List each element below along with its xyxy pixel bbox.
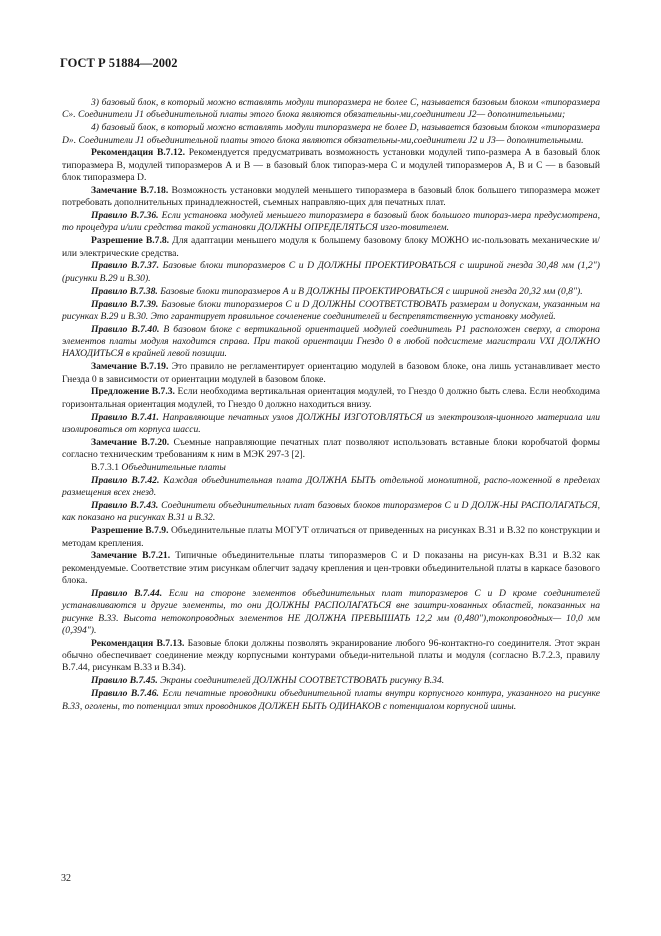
paragraph-label: Правило В.7.40.: [91, 323, 160, 335]
page-number: 32: [61, 873, 71, 884]
document-header: ГОСТ Р 51884—2002: [60, 56, 178, 70]
paragraph-label: Правило В.7.36.: [91, 210, 159, 222]
paragraph: [62, 688, 600, 713]
paragraph: [62, 638, 600, 675]
section-heading: [62, 462, 600, 474]
paragraph: [62, 260, 600, 285]
paragraph: [62, 588, 600, 637]
paragraph-text: Если печатные проводники объединительной платы внутри корпусного контура, указанного на рисунке В.33, оголены, то потенциал этих проводников ДОЛЖЕН БЫТЬ ОДИНАКОВ с потенциалом корпусной шины.: [62, 688, 600, 712]
paragraph-text: Если необходима вертикальная ориентация модулей, то Гнездо 0 должно быть слева. Если необходима горизонтальная ориентация модулей, то Гнездо 0 должно находиться внизу.: [62, 386, 600, 410]
paragraph: [62, 525, 600, 550]
paragraph-label: Замечание В.7.19.: [91, 361, 169, 373]
paragraph-label: Разрешение В.7.9.: [91, 525, 169, 537]
paragraph: [62, 299, 600, 324]
paragraph-text: Базовые блоки должны позволять экранирование любого 96-контактно-го соединителя. Этот экран обычно обеспечивает соединение между корпусными контурами объеди-нительной платы и модуля (согласно В.7.2.3, правилу В.7.44, рисункам В.33 и В.34).: [62, 637, 600, 674]
paragraph-text: Базовые блоки типоразмеров С и D ДОЛЖНЫ СООТВЕТСТВОВАТЬ размерам и допускам, указанным на рисунках В.29 и В.30. Это гарантирует правильное сочленение соединителей и беспрепятственную установку модулей.: [62, 298, 600, 322]
paragraph-label: Правило В.7.37.: [91, 260, 159, 272]
paragraph-text: Это правило не регламентирует ориентацию модулей в базовом блоке, она лишь устанавливает место Гнезда 0 в зависимости от ориентации модулей в базовом блоке.: [62, 361, 600, 385]
paragraph-label: Замечание В.7.21.: [91, 550, 171, 562]
paragraph: [62, 675, 600, 687]
paragraph-text: Если установка модулей меньшего типоразмера в базовый блок большого типораз-мера предусмотрена, то процедура и/или средства такой установки ДОЛЖНЫ ОПРЕДЕЛЯТЬСЯ изго-товителем.: [62, 210, 600, 234]
paragraph: [62, 386, 600, 411]
paragraph: [62, 147, 600, 184]
paragraph-text: Для адаптации меньшего модуля к большему базовому блоку МОЖНО ис-пользовать механические и/или электрические средства.: [62, 235, 600, 259]
paragraph: [62, 550, 600, 587]
paragraph-label: Рекомендация В.7.13.: [91, 637, 185, 649]
paragraph: [62, 324, 600, 361]
paragraph-text: Базовые блоки типоразмеров С и D ДОЛЖНЫ ПРОЕКТИРОВАТЬСЯ с шириной гнезда 30,48 мм (1,2") (рисунки В.29 и В.30).: [62, 260, 600, 284]
paragraph-text: Рекомендуется предусматривать возможность установки модулей типо-размера А в базовый блок типоразмера В, модулей типоразмеров А и В — в базовый блок типораз-мера С и модулей типоразмеров А, В и С — в базовый блок типоразмера D.: [62, 147, 600, 184]
paragraph-text: Типичные объединительные платы типоразмеров С и D показаны на рисун-ках В.31 и В.32 как рекомендуемые. Соответствие этим рисункам облегчит задачу крепления и цен-тровки объединительной платы в каркасе базового блока.: [62, 550, 600, 587]
paragraph: [62, 185, 600, 210]
paragraph: [62, 475, 600, 500]
paragraph-label: Правило В.7.41.: [91, 411, 159, 423]
paragraph-text: Базовые блоки типоразмеров А и В ДОЛЖНЫ ПРОЕКТИРОВАТЬСЯ с шириной гнезда 20,32 мм (0,8").: [157, 285, 583, 297]
paragraph-text: Экраны соединителей ДОЛЖНЫ СООТВЕТСТВОВАТЬ рисунку В.34.: [157, 675, 445, 687]
paragraph-text: Соединители объединительных плат базовых блоков типоразмеров С и D ДОЛЖ-НЫ РАСПОЛАГАТЬСЯ, как показано на рисунках В.31 и В.32.: [62, 500, 600, 524]
paragraph-text: Каждая объединительная плата ДОЛЖНА БЫТЬ отдельной монолитной, распо-ложенной в пределах размещения всех гнезд.: [62, 474, 600, 499]
paragraph-text: Объединительные платы МОГУТ отличаться от приведенных на рисунках В.31 и В.32 по конструкции и методам крепления.: [62, 525, 600, 549]
paragraph-label: Правило В.7.44.: [91, 587, 163, 599]
document-body: [62, 97, 600, 713]
paragraph: [62, 286, 600, 298]
paragraph-text: Возможность установки модулей меньшего типоразмера в базовый блок большего типоразмера может потребовать дополнительных принадлежностей, съемных направляю-щих для печатных плат.: [62, 184, 600, 209]
paragraph-label: Правило В.7.39.: [91, 298, 159, 310]
paragraph: [62, 500, 600, 525]
paragraph: [62, 235, 600, 260]
paragraph-label: Замечание В.7.20.: [91, 436, 170, 448]
paragraph-label: Замечание В.7.18.: [91, 184, 169, 196]
paragraph-label: Предложение В.7.3.: [91, 386, 175, 398]
paragraph: [62, 412, 600, 437]
paragraph-text: В.7.3.1 Объединительные платы: [91, 461, 226, 473]
paragraph: [62, 97, 600, 122]
paragraph-label: Рекомендация В.7.12.: [91, 147, 185, 159]
paragraph-text: 4) базовый блок, в который можно вставлять модули типоразмера не более D, называется базовым блоком «типоразмера D». Соединители J1 объединительной платы этого блока являются обязательны-ми,соединители J2 и J3— дополнительными.: [62, 122, 600, 146]
paragraph-label: Правило В.7.43.: [91, 500, 159, 511]
paragraph: [62, 437, 600, 462]
paragraph-label: Правило В.7.45.: [91, 675, 158, 687]
paragraph-text: Направляющие печатных узлов ДОЛЖНЫ ИЗГОТОВЛЯТЬСЯ из электроизоля-ционного материала или изолироваться от корпуса шасси.: [62, 411, 600, 435]
paragraph: [62, 361, 600, 386]
paragraph-text: Если на стороне элементов объединительных плат типоразмеров С и D кроме соединителей устанавливаются и другие элементы, то они ДОЛЖНЫ РАСПОЛАГАТЬСЯ вне заштри-хованных областей, показанных на рисунке В.33. Высота нетокопроводных элементов НЕ ДОЛЖНА ПРЕВЫШАТЬ 12,2 мм (0,480"),токопроводных— 10,0 мм (0,394").: [62, 587, 600, 636]
paragraph-label: Правило В.7.38.: [91, 285, 158, 297]
paragraph-label: Разрешение В.7.8.: [91, 235, 170, 247]
paragraph-text: Съемные направляющие печатных плат позволяют использовать вставные блоки коробчатой формы согласно техническим требованиям к ним в МЭК 297-3 [2].: [62, 436, 600, 461]
paragraph-label: Правило В.7.46.: [91, 688, 159, 700]
paragraph: [62, 122, 600, 147]
paragraph-text: 3) базовый блок, в который можно вставлять модули типоразмера не более С, называется базовым блоком «типоразмера С». Соединители J1 объединительной платы этого блока являются обязательны-ми,соединители J2— дополнительными;: [62, 97, 600, 121]
paragraph-label: Правило В.7.42.: [91, 474, 160, 486]
paragraph: [62, 210, 600, 235]
paragraph-text: В базовом блоке с вертикальной ориентацией модулей соединитель Р1 расположен сверху, а сторона элементов платы модуля находится справа. При такой ориентации Гнездо 0 в любой подсистеме магистрали VXI ДОЛЖНО НАХОДИТЬСЯ в крайней левой позиции.: [62, 323, 600, 360]
